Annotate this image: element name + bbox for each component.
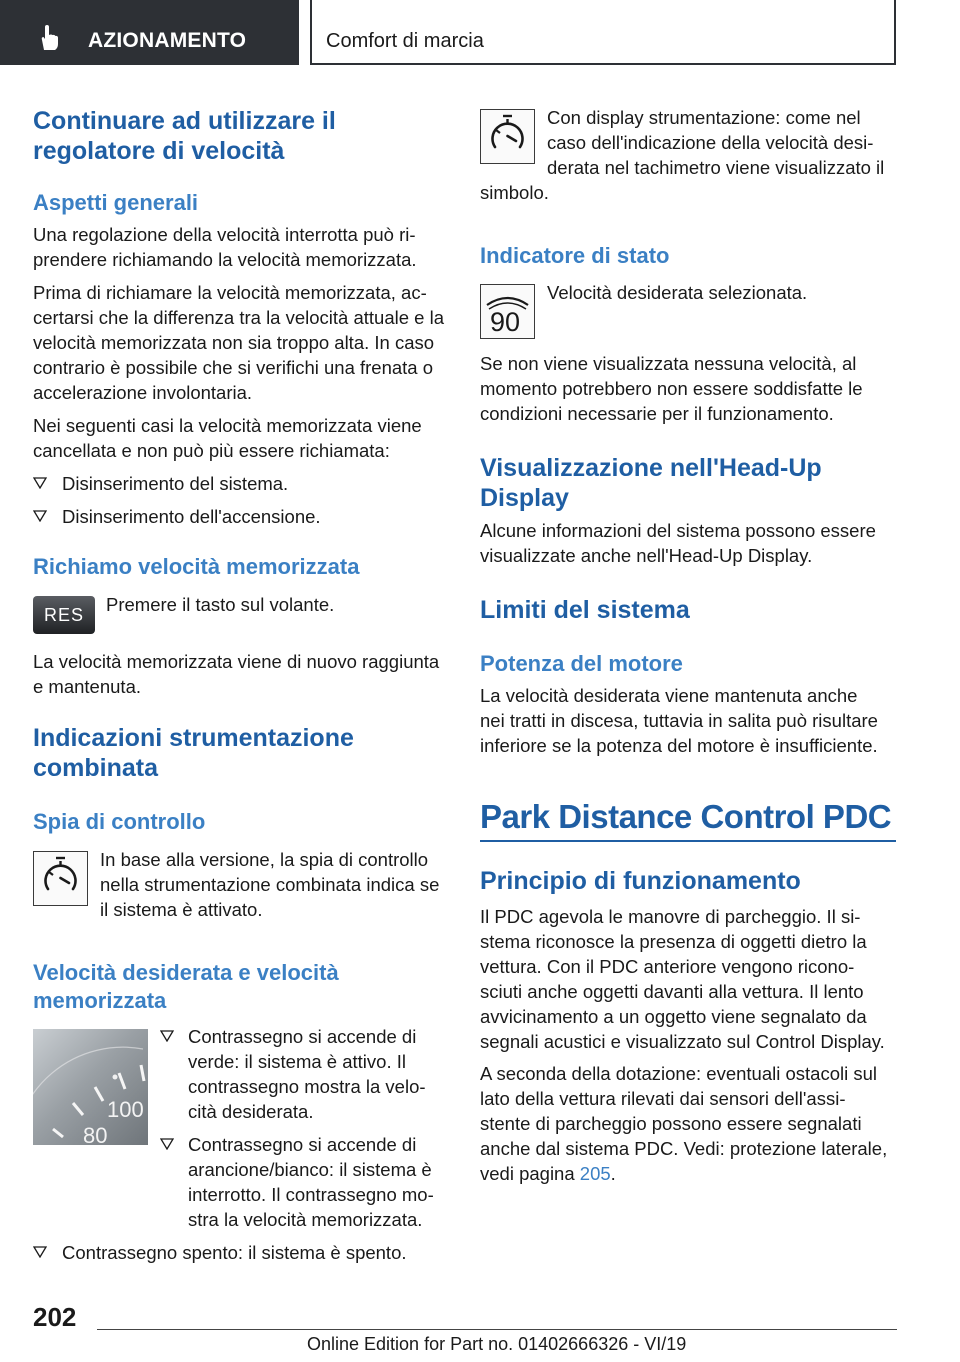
res-button-icon: RES [33,596,95,634]
status-speed-value: 90 [490,307,521,337]
paragraph-status-2: Se non viene visualizzata nessuna velocità, al momento potrebbero non essere soddisfatte le condizioni necessarie per il funzionamento. [480,353,863,424]
bullet-triangle-icon [33,510,47,522]
heading-display: Indicazioni strumentazione combinata [33,724,354,782]
bullet-triangle-icon [160,1138,174,1150]
list-item: Contrassegno si accende di verde: il sistema è attivo. Il contrassegno mostra la velo- cità desiderata. [188,1026,426,1122]
paragraph-principle: Il PDC agevola le manovre di parcheggio. Il si- stema riconosce la presenza di oggetti dietro la vettura. Con il PDC anteriore vengono ricono- sciuti anche oggetti davanti alla vettura. Il lento avvicinamento a un oggetto viene segnalato da segnali acustici e visualizzato sul Control Display. [480,906,885,1052]
paragraph-general-3: Nei seguenti casi la velocità memorizzata viene cancellata e non può più essere richiamata: [33,415,422,461]
gauge-label-100: 100 [107,1097,144,1122]
heading-continue: Continuare ad utilizzare il regolatore di velocità [33,107,336,165]
heading-limits: Limiti del sistema [480,596,690,624]
paragraph-recall: Premere il tasto sul volante. [106,594,335,615]
paragraph-hud: Alcune informazioni del sistema possono essere visualizzate anche nell'Head-Up Display. [480,520,876,566]
list-item: Disinserimento del sistema. [62,473,289,494]
heading-principle: Principio di funzionamento [480,867,801,895]
list-item: Contrassegno si accende di arancione/bianco: il sistema è interrotto. Il contrassegno mo- stra la velocità memorizzata. [188,1134,434,1230]
paragraph-display-end: simbolo. [480,182,549,203]
list-item: Contrassegno spento: il sistema è spento. [62,1242,407,1263]
speedometer-image [33,1029,148,1145]
paragraph-general-1: Una regolazione della velocità interrotta può ri- prendere richiamando la velocità memorizzata. [33,224,417,270]
chapter-title: Comfort di marcia [326,30,484,52]
section-title: AZIONAMENTO [88,29,247,52]
paragraph-lamp: In base alla versione, la spia di controllo nella strumentazione combinata indica se il sistema è attivato. [100,849,440,920]
paragraph-power: La velocità desiderata viene mantenuta anche nei tratti in discesa, tuttavia in salita può risultare inferiore se la potenza del motore è insufficiente. [480,685,878,756]
heading-general: Aspetti generali [33,190,199,215]
hand-pointer-icon [34,23,64,53]
footer-edition: Online Edition for Part no. 01402666326 - VI/19 [307,1334,687,1354]
heading-pdc-rule [480,840,896,842]
paragraph-general-2: Prima di richiamare la velocità memorizzata, ac- certarsi che la differenza tra la velocità attuale e la velocità memorizzata non sia troppo alta. In caso contrario è possibile che si verifichi una frenata o accelerazione involontaria. [33,282,444,403]
gauge-label-80: 80 [83,1123,108,1145]
paragraph-status: Velocità desiderata selezionata. [547,282,808,303]
cruise-control-display-icon [480,109,535,164]
status-speed-icon [480,284,535,339]
bullet-triangle-icon [33,1246,47,1258]
page-number: 202 [33,1302,77,1332]
heading-pdc: Park Distance Control PDC [480,798,892,835]
paragraph-display: Con display strumentazione: come nel caso dell'indicazione della velocità desi- derata nel tachimetro viene visualizzato il [547,107,885,178]
heading-lamp: Spia di controllo [33,809,206,834]
paragraph-recall-2: La velocità memorizzata viene di nuovo raggiunta e mantenuta. [33,651,440,697]
paragraph-principle-2: A seconda della dotazione: eventuali ostacoli sul lato della vettura rilevati dai sensori dell'assi- stente di parcheggio possono essere segnalati anche dal sistema PDC. Vedi: protezione laterale, vedi pagina 205. [480,1063,888,1184]
heading-desired: Velocità desiderata e velocità memorizzata [33,960,339,1013]
heading-power: Potenza del motore [480,651,683,676]
list-item: Disinserimento dell'accensione. [62,506,321,527]
page-reference-link[interactable]: 205 [579,1163,611,1184]
bullet-triangle-icon [160,1030,174,1042]
heading-hud: Visualizzazione nell'Head-Up Display [480,454,822,512]
cruise-control-lamp-icon [33,851,88,906]
bullet-triangle-icon [33,477,47,489]
heading-recall: Richiamo velocità memorizzata [33,554,360,579]
heading-status: Indicatore di stato [480,243,670,268]
footer-rule [97,1329,897,1330]
